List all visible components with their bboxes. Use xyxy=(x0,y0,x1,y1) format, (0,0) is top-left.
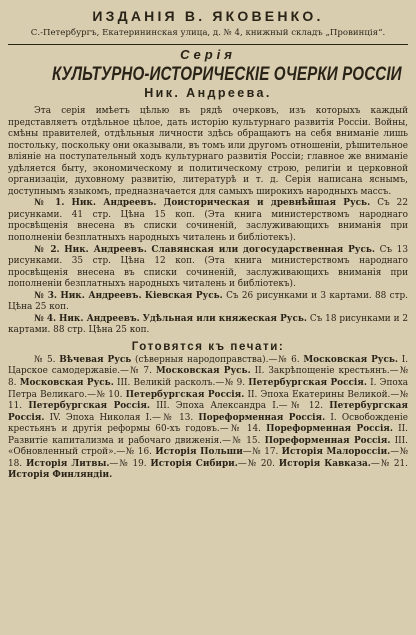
upcoming-subtitle: II. Развитіе капитализма и рабочаго движенія. xyxy=(8,424,408,446)
book-entry-3 xyxy=(8,291,408,314)
series-label: Серія xyxy=(180,47,236,62)
book-number: № 3. xyxy=(34,290,57,301)
upcoming-number: № 21. xyxy=(379,458,408,469)
book-author: Ник. Андреевъ. xyxy=(60,290,142,301)
book-details: Съ 26 рисунками и 3 картами. 88 стр. Цѣна 25 коп. xyxy=(8,290,408,313)
book-entry-1 xyxy=(8,198,408,244)
upcoming-number: № 20. xyxy=(246,458,275,469)
upcoming-number: № 17. xyxy=(251,447,279,458)
upcoming-title: Пореформенная Россія. xyxy=(264,435,391,446)
book-entry-2 xyxy=(8,245,408,291)
book-title: Кіевская Русь. xyxy=(144,290,223,301)
upcoming-number: № 7. xyxy=(128,366,152,377)
upcoming-title: Петербургская Россія. xyxy=(125,389,245,400)
upcoming-subtitle: I. Царское самодержавіе. xyxy=(8,354,408,377)
upcoming-subtitle: III. Великій расколъ. xyxy=(117,378,216,389)
book-number: № 2. xyxy=(34,244,60,255)
upcoming-list xyxy=(8,355,408,482)
book-title: Удѣльная или княжеская Русь. xyxy=(142,313,307,324)
book-author: Ник. Андреевъ. xyxy=(64,244,147,255)
book-details: Съ 18 рисунками и 2 картами. 88 стр. Цѣна 25 коп. xyxy=(8,313,408,336)
upcoming-number: № 13. xyxy=(160,412,194,423)
upcoming-subtitle: III. Эпоха Александра I. xyxy=(156,401,279,412)
upcoming-number: № 8. xyxy=(8,366,408,389)
book-author: Ник. Андреевъ. xyxy=(71,198,157,209)
upcoming-number: № 11. xyxy=(8,389,408,412)
book-entry-4 xyxy=(8,314,408,337)
upcoming-paragraph: № 5. Вѣчевая Русь (сѣверныя народоправства).—№ 6. Московская Русь. I. Царское самодержавіе.—№ 7. Московская Русь. II. Закрѣпощеніе крестьянъ.—№ 8. Московская Русь. III. Великій расколъ.—№ 9. Петербургская Россія. I. Эпоха Петра Великаго.—№ 10. Петербургская Россія. II. Эпоха Екатерины Великой.—№ 11. Петербургская Россія. III. Эпоха Александра I.—№ 12. Петербургская Россія. IV. Эпоха Николая I.—№ 13. Пореформенная Россія. I. Освобожденіе крестьянъ и другія реформы 60-хъ годовъ.—№ 14. Пореформенная Россія. II. Развитіе капитализма и рабочаго движенія.—№ 15. Пореформенная Россія. III. «Обновленный строй».—№ 16. Исторія Польши—№ 17. Исторія Малороссіи.—№ 18. Исторія Литвы.—№ 19. Исторія Сибири.—№ 20. Исторія Кавказа.—№ 21. Исторія Финляндіи. xyxy=(8,354,408,481)
upcoming-title: Исторія Кавказа. xyxy=(278,458,371,469)
book-number: № 4. xyxy=(34,313,57,324)
upcoming-number: № 6. xyxy=(277,354,300,365)
upcoming-subtitle: IV. Эпоха Николая I. xyxy=(49,412,152,423)
upcoming-title: Исторія Малороссіи. xyxy=(281,447,391,458)
upcoming-number: № 10. xyxy=(95,389,123,400)
upcoming-title: Пореформенная Россія. xyxy=(266,424,393,435)
upcoming-title: Исторія Сибири. xyxy=(150,458,238,469)
book-title: Славянская или догосударственная Русь. xyxy=(151,244,375,255)
upcoming-title: Петербургская Россія. xyxy=(28,401,150,412)
publisher-address: С.-Петербургъ, Екатерининская улица, д. № 4, книжный складъ „Провинція“. xyxy=(30,28,386,38)
upcoming-subtitle: (сѣверныя народоправства). xyxy=(135,354,269,365)
upcoming-subtitle: III. «Обновленный строй». xyxy=(8,435,408,458)
upcoming-title: Вѣчевая Русь xyxy=(59,354,132,365)
upcoming-title: Петербургская Россія. xyxy=(248,378,367,389)
upcoming-subtitle: II. Эпоха Екатерины Великой. xyxy=(247,389,391,400)
upcoming-title: Исторія Литвы. xyxy=(25,458,110,469)
series-title: КУЛЬТУРНО-ИСТОРИЧЕСКІЕ ОЧЕРКИ РОССІИ xyxy=(52,63,402,85)
upcoming-title: Пореформенная Россія. xyxy=(198,412,326,423)
upcoming-title: Исторія Финляндіи. xyxy=(8,470,113,481)
upcoming-number: № 19. xyxy=(118,458,147,469)
book-title: Доисторическая и древнѣйшая Русь. xyxy=(163,198,371,209)
upcoming-number: № 9. xyxy=(224,378,246,389)
upcoming-title: Исторія Польши xyxy=(155,447,243,458)
book-details: Съ 22 рисунками. 41 стр. Цѣна 15 коп. (Эта книга министерствомъ народнаго просвѣщенія внесена въ списки сочиненій, заслуживающихъ вниманія при пополненіи безплатныхъ народныхъ читалень и библіотекъ). xyxy=(8,198,408,244)
upcoming-subtitle: I. Эпоха Петра Великаго. xyxy=(8,378,408,400)
series-description: Эта серія имѣетъ цѣлью въ рядѣ очерковъ, изъ которыхъ каждый представляетъ отдѣльное цѣлое, дать исторію культурнаго развитія Россіи. Войны, смѣны правителей, отдѣльныя личности здѣсь обращаютъ на себя вниманіе лишь постольку, поскольку они оказывали, въ томъ или другомъ отношеніи, рѣшительное вліяніе на поступательный ходъ культурнаго развитія Россіи; главное же вниманіе удѣляется быту, экономическому и политическому строю, религіи и церковной организаціи, духовному развитію, литературѣ и т. д. Серія написана яснымъ, доступнымъ языкомъ, предназначается для самыхъ широкихъ народныхъ массъ. xyxy=(8,106,408,197)
preparing-heading: Готовятся къ печати: xyxy=(131,340,285,353)
book-details: Съ 13 рисунками. 35 стр. Цѣна 12 коп. (Эта книга министерствомъ народнаго просвѣщенія внесена въ списки сочиненій, заслуживающихъ вниманія при пополненіи безплатныхъ народныхъ читалень и библіотекъ). xyxy=(8,244,408,290)
upcoming-title: Московская Русь. xyxy=(19,378,114,389)
upcoming-subtitle: I. Освобожденіе крестьянъ и другія реформы 60-хъ годовъ. xyxy=(8,412,408,435)
upcoming-title: Московская Русь. xyxy=(303,354,398,365)
upcoming-number: № 15. xyxy=(230,435,261,446)
upcoming-number: № 5. xyxy=(34,354,56,365)
book-number: № 1. xyxy=(34,198,65,209)
publisher-heading: ИЗДАНІЯ В. ЯКОВЕНКО. xyxy=(92,8,324,24)
book-author: Ник. Андреевъ. xyxy=(58,313,140,324)
upcoming-number: № 12. xyxy=(287,401,324,412)
upcoming-title: Московская Русь. xyxy=(155,366,251,377)
upcoming-subtitle: II. Закрѣпощеніе крестьянъ. xyxy=(254,366,390,377)
divider xyxy=(8,44,408,45)
series-author: Ник. Андреева. xyxy=(144,86,272,100)
upcoming-number: № 14. xyxy=(228,424,261,435)
advertisement-page xyxy=(8,6,408,623)
upcoming-title: Петербургская Россія. xyxy=(8,401,408,423)
series-body xyxy=(8,106,408,337)
upcoming-number: № 18. xyxy=(8,447,408,469)
upcoming-number: № 16. xyxy=(125,447,152,458)
